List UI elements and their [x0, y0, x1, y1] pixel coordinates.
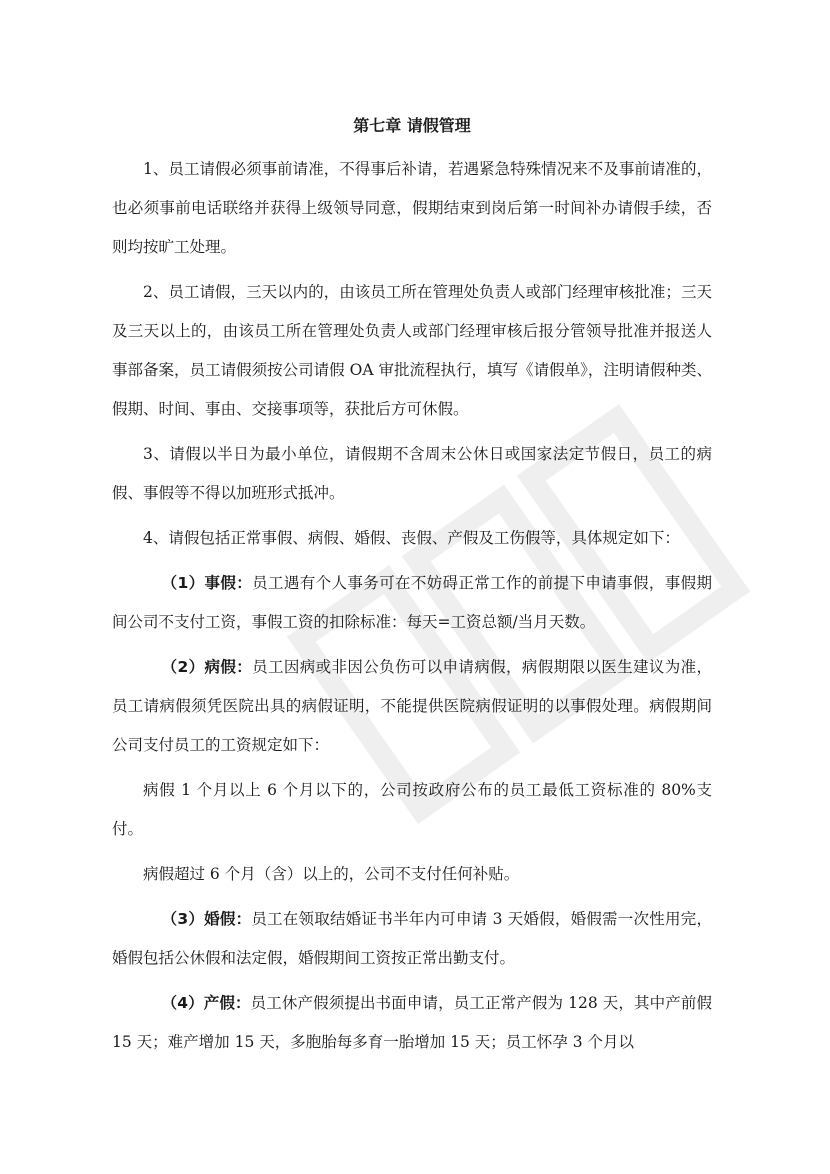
section-text: 员工因病或非因公负伤可以申请病假，病假期限以医生建议为准，员工请病假须凭医院出具的病假证明，不能提供医院病假证明的以事假处理。病假期间公司支付员工的工资规定如下：	[112, 658, 712, 754]
section-personal-leave	[112, 564, 712, 642]
section-text: 员工在领取结婚证书半年内可申请 3 天婚假，婚假需一次性用完，婚假包括公休假和法定假，婚假期间工资按正常出勤支付。	[112, 910, 712, 967]
paragraph-3: 3、请假以半日为最小单位，请假期不含周末公休日或国家法定节假日，员工的病假、事假等不得以加班形式抵冲。	[112, 445, 712, 502]
section-marriage-leave	[112, 900, 712, 978]
section-maternity-leave	[112, 984, 712, 1062]
paragraph-2: 2、员工请假，三天以内的，由该员工所在管理处负责人或部门经理审核批准；三天及三天以上的，由该员工所在管理处负责人或部门经理审核后报分管领导批准并报送人事部备案，员工请假须按公司请假 OA 审批流程执行，填写《请假单》，注明请假种类、假期、时间、事由、交接事项等，获批后方可休假。	[112, 283, 712, 418]
paragraph-4: 4、请假包括正常事假、病假、婚假、丧假、产假及工伤假等，具体规定如下：	[143, 529, 680, 547]
section-sick-leave	[112, 648, 712, 765]
section-label: （2）病假：	[161, 658, 253, 676]
paragraph-5: 病假 1 个月以上 6 个月以下的，公司按政府公布的员工最低工资标准的 80%支付。	[112, 781, 712, 838]
paragraph-6: 病假超过 6 个月（含）以上的，公司不支付任何补贴。	[143, 865, 520, 883]
document-body	[112, 106, 712, 1068]
section-label: （1）事假：	[161, 574, 253, 592]
paragraph-1: 1、员工请假必须事前请准，不得事后补请，若遇紧急特殊情况来不及事前请准的，也必须事前电话联络并获得上级领导同意，假期结束到岗后第一时间补办请假手续，否则均按旷工处理。	[112, 160, 712, 256]
section-text: 员工遇有个人事务可在不妨碍正常工作的前提下申请事假，事假期间公司不支付工资，事假工资的扣除标准：每天=工资总额/当月天数。	[112, 574, 712, 631]
section-label: （4）产假：	[161, 994, 251, 1012]
section-text: 员工休产假须提出书面申请，员工正常产假为 128 天，其中产前假 15 天；难产增加 15 天，多胞胎每多育一胎增加 15 天；员工怀孕 3 个月以	[112, 994, 712, 1051]
chapter-title: 第七章 请假管理	[353, 116, 471, 135]
section-label: （3）婚假：	[161, 910, 252, 928]
